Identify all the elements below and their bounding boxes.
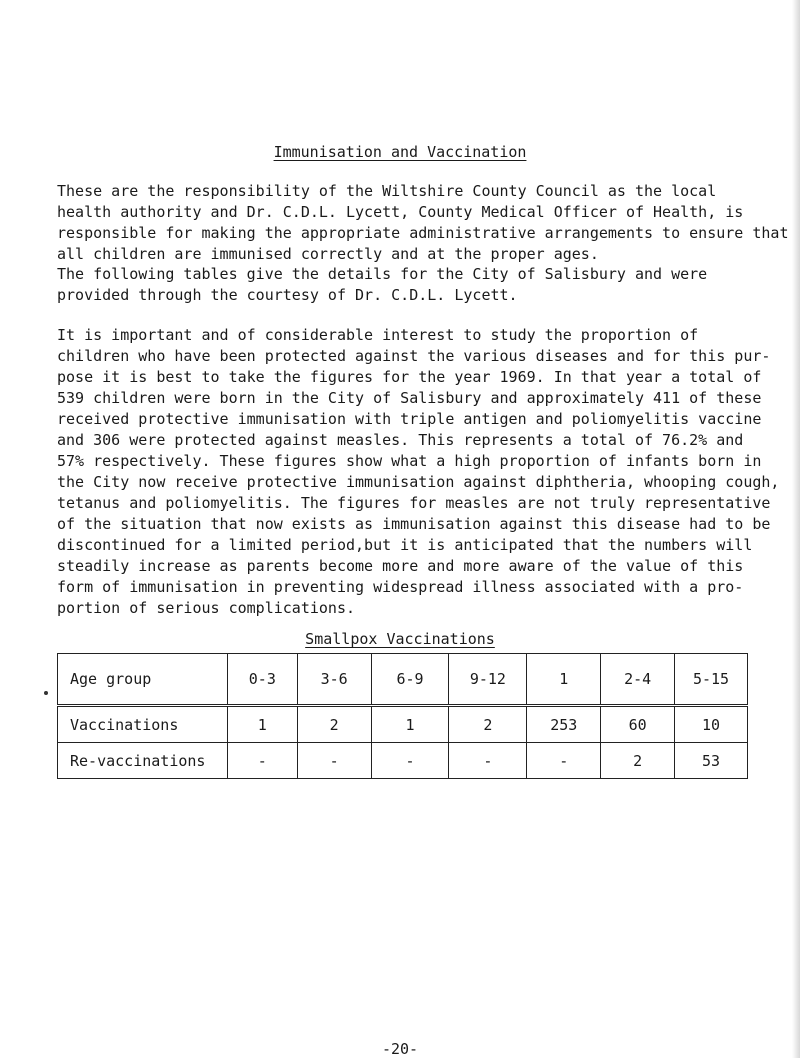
table-row xyxy=(58,706,748,743)
table-cell: 10 xyxy=(675,706,748,743)
table-cell: - xyxy=(527,743,601,779)
column-header: 2-4 xyxy=(601,654,675,706)
table-cell: 2 xyxy=(297,706,371,743)
table-cell: 2 xyxy=(449,706,527,743)
table-cell: 53 xyxy=(675,743,748,779)
column-header: 6-9 xyxy=(371,654,449,706)
table-header-row xyxy=(58,654,748,706)
column-header: 9-12 xyxy=(449,654,527,706)
page-number: -20- xyxy=(381,1040,419,1058)
margin-dot xyxy=(44,691,48,695)
table-cell: 1 xyxy=(227,706,297,743)
column-header: 3-6 xyxy=(297,654,371,706)
smallpox-vaccinations-table xyxy=(57,653,748,779)
table-cell: - xyxy=(371,743,449,779)
header-cell: Age group xyxy=(58,654,228,706)
table-cell: 60 xyxy=(601,706,675,743)
row-label: Vaccinations xyxy=(58,706,228,743)
table-cell: - xyxy=(449,743,527,779)
table-title: Smallpox Vaccinations xyxy=(305,630,495,648)
column-header: 0-3 xyxy=(227,654,297,706)
table-cell: 2 xyxy=(601,743,675,779)
column-header: 5-15 xyxy=(675,654,748,706)
paragraph-tables-intro: The following tables give the details for the City of Salisbury and were provided through the courtesy of Dr. C.D.L. Lycett. xyxy=(57,265,708,304)
table-cell: - xyxy=(227,743,297,779)
table-cell: 253 xyxy=(527,706,601,743)
paragraph-proportion-analysis: It is important and of considerable interest to study the proportion of children who have been protected against the various diseases and for this pur- pose it is best to take the figures for the year 1969. In that year a total of 539 children were born in the City of Salisbury and approximately 411 of these received protective immunisation with triple antigen and poliomyelitis vaccine and 306 were protected against measles. This represents a total of 76.2% and 57% respectively. These figures show what a high proportion of infants born in the City now receive protective immunisation against diphtheria, whooping cough, tetanus and poliomyelitis. The figures for measles are not truly representative of the situation that now exists as immunisation against this disease had to be discontinued for a limited period,but it is anticipated that the numbers will steadily increase as parents become more and more aware of the value of this form of immunisation in preventing widespread illness associated with a pro- portion of serious complications. xyxy=(57,326,780,617)
table-row xyxy=(58,743,748,779)
scan-edge-shadow xyxy=(792,0,800,1058)
table-cell: 1 xyxy=(371,706,449,743)
column-header: 1 xyxy=(527,654,601,706)
paragraph-responsibility: These are the responsibility of the Wiltshire County Council as the local health authority and Dr. C.D.L. Lycett, County Medical Officer of Health, is responsible for making the appropriate administrative arrangements to ensure that all children are immunised correctly and at the proper ages. xyxy=(57,182,789,263)
row-label: Re-vaccinations xyxy=(58,743,228,779)
table-cell: - xyxy=(297,743,371,779)
page-title: Immunisation and Vaccination xyxy=(273,143,527,161)
